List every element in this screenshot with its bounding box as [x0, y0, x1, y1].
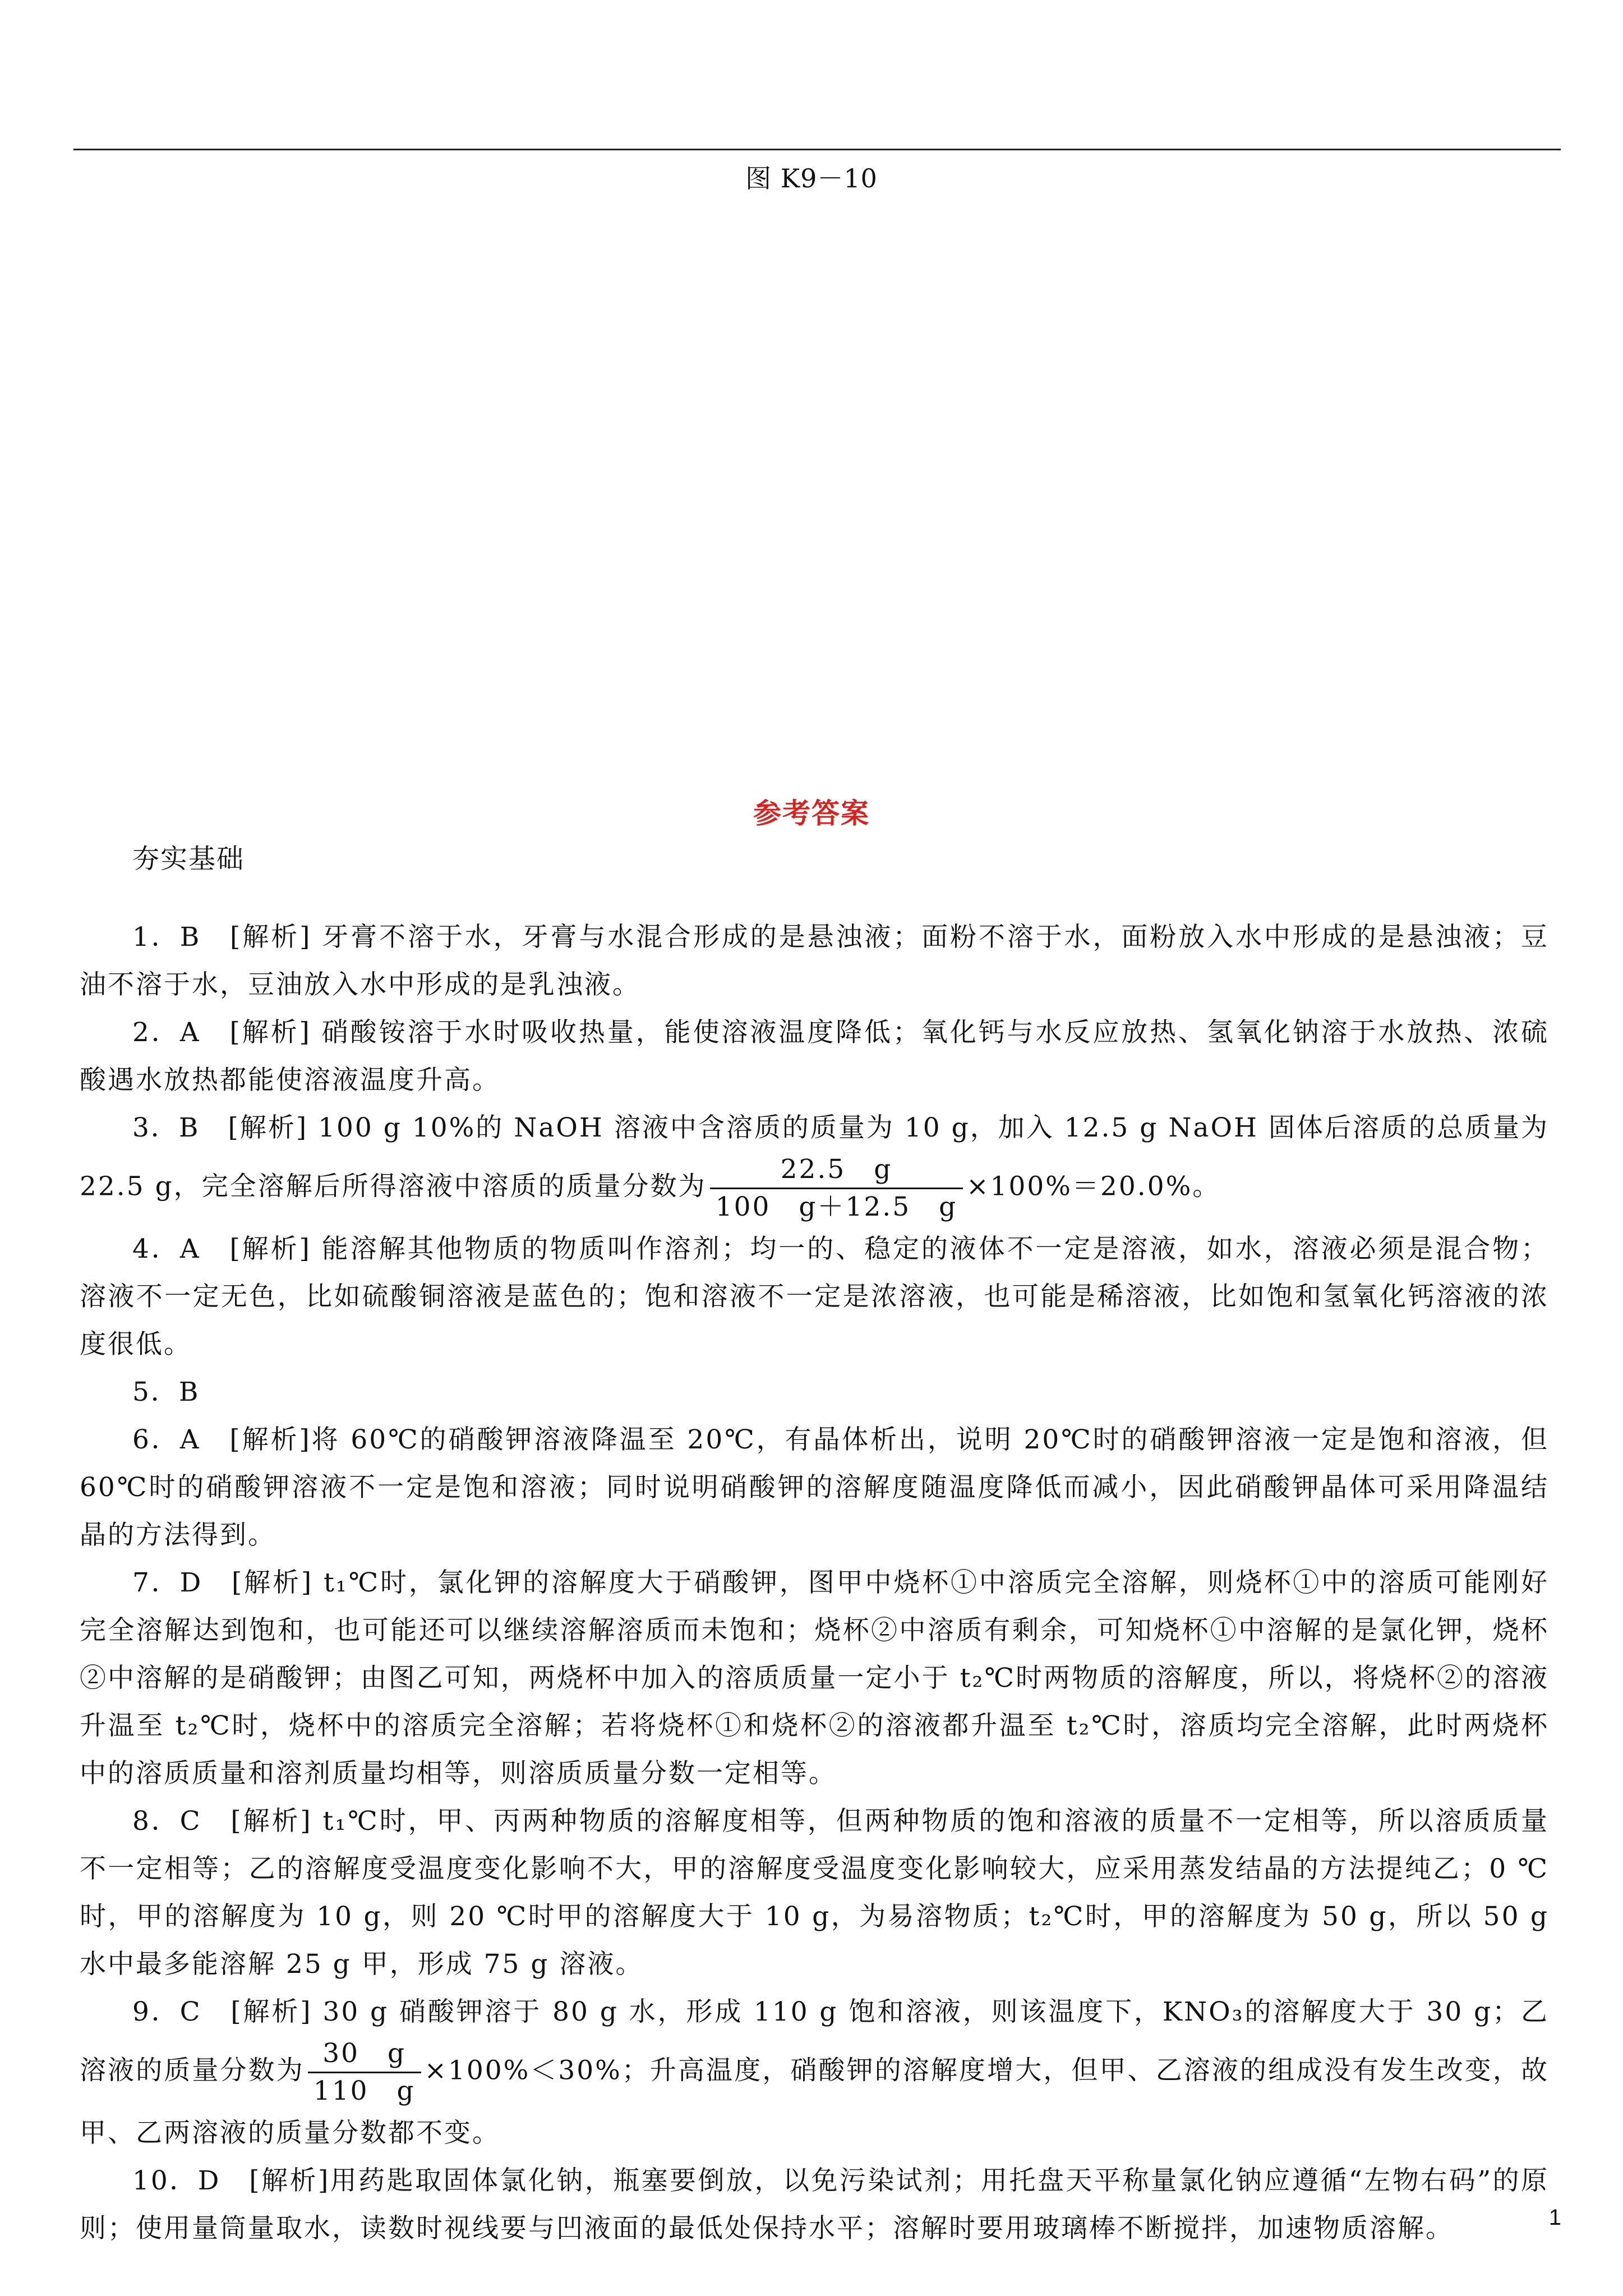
fraction-solution-percent — [308, 2036, 421, 2109]
answer-10: 10．D [解析]用药匙取固体氯化钠，瓶塞要倒放，以免污染试剂；用托盘天平称量氯化钠应遵循“左物右码”的原则；使用量筒量取水，读数时视线要与凹液面的最低处保持水平；溶解时要用玻璃棒不断搅拌，加速物质溶解。 — [80, 2165, 1549, 2244]
answer-list — [80, 913, 1549, 2252]
fraction-denominator: 110 g — [313, 2076, 416, 2106]
answer-3-text-a: 3．B [解析] 100 g 10%的 NaOH 溶液中含溶质的质量为 10 g，加入 12.5 g NaOH 固体后溶质的总质量为 22.5 g，完全溶解后所得溶液中溶质的质量分数为 — [80, 1112, 1549, 1202]
answer-6: 6．A [解析]将 60℃的硝酸钾溶液降温至 20℃，有晶体析出，说明 20℃时的硝酸钾溶液一定是饱和溶液，但 60℃时的硝酸钾溶液不一定是饱和溶液；同时说明硝酸钾的溶解度随温度降低而减小，因此硝酸钾晶体可采用降温结晶的方法得到。 — [80, 1424, 1549, 1550]
fraction-numerator: 30 g — [308, 2036, 421, 2073]
header-rule — [73, 149, 1561, 150]
answer-title: 参考答案 — [753, 797, 870, 830]
fraction-denominator: 100 g＋12.5 g — [715, 1191, 958, 1222]
answer-9-text-b: ×100%＜30%；升高温度，硝酸钾的溶解度增大，但甲、乙溶液的组成没有发生改变，故甲、乙两溶液的质量分数都不变。 — [80, 2055, 1549, 2148]
answer-2: 2．A [解析] 硝酸铵溶于水时吸收热量，能使溶液温度降低；氧化钙与水反应放热、氢氧化钠溶于水放热、浓硫酸遇水放热都能使溶液温度升高。 — [80, 1017, 1549, 1096]
fraction-numerator: 22.5 g — [710, 1152, 963, 1189]
answer-4: 4．A [解析] 能溶解其他物质的物质叫作溶剂；均一的、稳定的液体不一定是溶液，如水，溶液必须是混合物；溶液不一定无色，比如硫酸铜溶液是蓝色的；饱和溶液不一定是浓溶液，也可能是稀溶液，比如饱和氢氧化钙溶液的浓度很低。 — [80, 1234, 1549, 1360]
figure-caption: 图 K9－10 — [745, 163, 878, 194]
answer-1: 1．B [解析] 牙膏不溶于水，牙膏与水混合形成的是悬浊液；面粉不溶于水，面粉放入水中形成的是悬浊液；豆油不溶于水，豆油放入水中形成的是乳浊液。 — [80, 922, 1549, 1000]
answer-7: 7．D [解析] t₁℃时，氯化钾的溶解度大于硝酸钾，图甲中烧杯①中溶质完全溶解，则烧杯①中的溶质可能刚好完全溶解达到饱和，也可能还可以继续溶解溶质而未饱和；烧杯②中溶质有剩余，可知烧杯①中溶解的是氯化钾，烧杯②中溶解的是硝酸钾；由图乙可知，两烧杯中加入的溶质质量一定小于 t₂℃时两物质的溶解度，所以，将烧杯②的溶液升温至 t₂℃时，烧杯中的溶质完全溶解；若将烧杯①和烧杯②的溶液都升温至 t₂℃时，溶质均完全溶解，此时两烧杯中的溶质质量和溶剂质量均相等，则溶质质量分数一定相等。 — [80, 1567, 1549, 1789]
answer-9-text-a: 9．C [解析] 30 g 硝酸钾溶于 80 g 水，形成 110 g 饱和溶液，则该温度下，KNO₃的溶解度大于 30 g；乙溶液的质量分数为 — [80, 1996, 1549, 2086]
section-title: 夯实基础 — [132, 843, 245, 875]
answer-3 — [80, 1104, 1549, 1225]
answer-8: 8．C [解析] t₁℃时，甲、丙两种物质的溶解度相等，但两种物质的饱和溶液的质量不一定相等，所以溶质质量不一定相等；乙的溶解度受温度变化影响不大，甲的溶解度受温度变化影响较大，应采用蒸发结晶的方法提纯乙；0 ℃时，甲的溶解度为 10 g，则 20 ℃时甲的溶解度大于 10 g，为易溶物质；t₂℃时，甲的溶解度为 50 g，所以 50 g 水中最多能溶解 25 g 甲，形成 75 g 溶液。 — [80, 1806, 1549, 1980]
answer-9 — [80, 1988, 1549, 2157]
answer-3-text-b: ×100%＝20.0%。 — [966, 1171, 1221, 1202]
page-number: 1 — [1548, 2205, 1561, 2230]
answer-5: 5．B — [132, 1377, 200, 1407]
fraction-mass-percent — [710, 1152, 963, 1225]
